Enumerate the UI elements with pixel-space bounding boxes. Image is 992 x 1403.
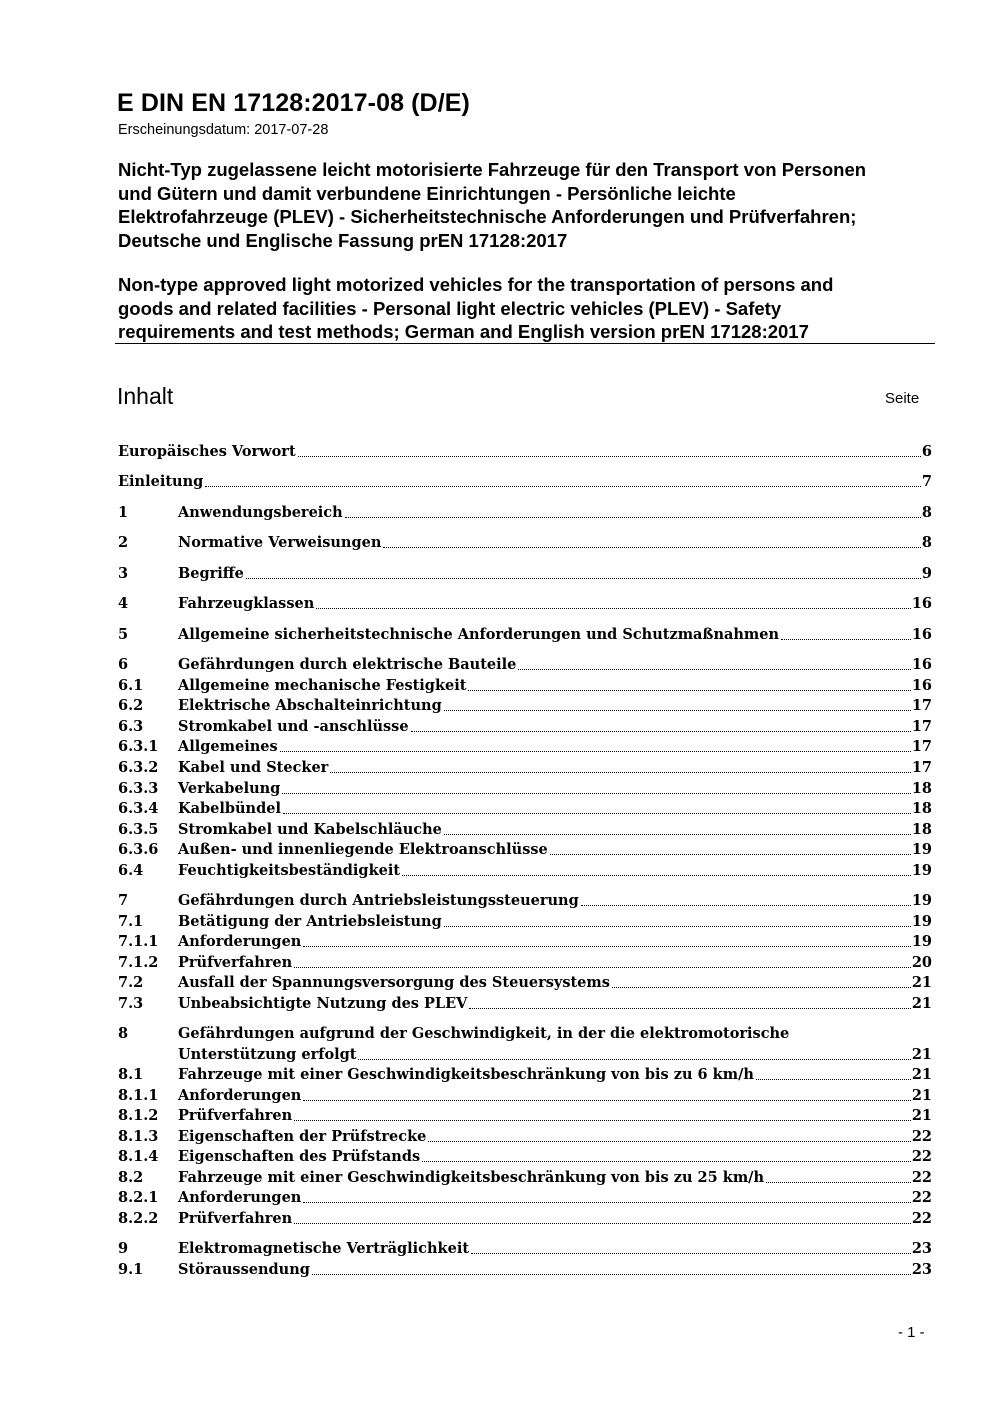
title-english-line: Non-type approved light motorized vehicles for the transportation of persons and <box>118 274 834 295</box>
toc-entry[interactable] <box>118 993 932 1014</box>
toc-entry-number: 8.2 <box>118 1169 144 1186</box>
toc-entry-title: Störaussendung <box>178 1261 310 1278</box>
toc-entry-number: 6.1 <box>118 677 144 694</box>
toc-entry-number: 7.1.2 <box>118 954 159 971</box>
toc-entry[interactable] <box>118 593 932 614</box>
toc-entry-title: Anforderungen <box>178 1189 302 1206</box>
toc-entry-title: Ausfall der Spannungsversorgung des Steuersystems <box>178 974 610 991</box>
toc-entry-number: 8.1 <box>118 1066 144 1083</box>
toc-entry[interactable] <box>118 471 932 492</box>
toc-dot-leader <box>205 486 921 487</box>
toc-entry-page: 20 <box>911 954 932 971</box>
toc-heading: Inhalt <box>117 383 174 409</box>
toc-dot-leader <box>469 1008 910 1009</box>
toc-entry[interactable] <box>118 757 932 778</box>
toc-entry-title: Fahrzeugklassen <box>178 595 315 612</box>
toc-dot-leader <box>444 710 911 711</box>
title-english <box>118 273 948 344</box>
toc-entry-number: 8.2.2 <box>118 1210 159 1227</box>
toc-entry-title: Gefährdungen durch Antriebsleistungssteuerung <box>178 892 579 909</box>
toc-entry-page: 19 <box>911 862 932 879</box>
toc-entry-page: 19 <box>911 892 932 909</box>
toc-entry-number: 8.1.4 <box>118 1148 159 1165</box>
toc-entry-title: Außen- und innenliegende Elektroanschlüsse <box>178 841 548 858</box>
toc-dot-leader <box>358 1059 910 1060</box>
toc-entry-page: 16 <box>911 595 932 612</box>
title-german-line: Deutsche und Englische Fassung prEN 17128:2017 <box>118 229 568 251</box>
toc-entry-page: 17 <box>911 697 932 714</box>
toc-entry-title: Elektrische Abschalteinrichtung <box>178 697 442 714</box>
toc-entry-title: Kabelbündel <box>178 800 281 817</box>
toc-dot-leader <box>303 946 910 947</box>
toc-dot-leader <box>444 926 911 927</box>
toc-entry-page: 23 <box>911 1261 932 1278</box>
toc-dot-leader <box>518 669 910 670</box>
toc-entry-page: 22 <box>911 1169 932 1186</box>
toc-entry[interactable] <box>118 1146 932 1167</box>
toc-page-column-label: Seite <box>885 390 920 407</box>
title-german-line: Elektrofahrzeuge (PLEV) - Sicherheitstechnische Anforderungen und Prüfverfahren; <box>118 206 857 227</box>
toc-dot-leader <box>246 578 921 579</box>
toc-entry-number: 6.3.3 <box>118 780 159 797</box>
toc-entry-title: Normative Verweisungen <box>178 534 382 551</box>
toc-entry-title: Europäisches Vorwort <box>118 443 296 460</box>
toc-entry[interactable] <box>118 798 932 819</box>
toc-entry-title: Einleitung <box>118 473 204 490</box>
toc-entry-page: 22 <box>911 1189 932 1206</box>
toc-dot-leader <box>422 1161 911 1162</box>
toc-entry-number: 8.1.3 <box>118 1128 159 1145</box>
toc-dot-leader <box>303 1100 910 1101</box>
toc-dot-leader <box>468 690 910 691</box>
toc-dot-leader <box>550 854 911 855</box>
toc-entry-page: 8 <box>921 504 932 521</box>
toc-entry[interactable] <box>118 1085 932 1106</box>
toc-entry-page: 21 <box>911 974 932 991</box>
toc-entry-number: 8 <box>118 1025 129 1042</box>
toc-entry[interactable] <box>118 695 932 716</box>
toc-entry-title: Prüfverfahren <box>178 1107 293 1124</box>
toc-entry-number: 8.1.1 <box>118 1087 159 1104</box>
toc-entry-page: 23 <box>911 1240 932 1257</box>
toc-entry-page: 6 <box>921 443 932 460</box>
toc-entry-page: 19 <box>911 913 932 930</box>
toc-dot-leader <box>444 834 911 835</box>
toc-entry-number: 9.1 <box>118 1261 144 1278</box>
toc-entry[interactable] <box>118 1126 932 1147</box>
toc-entry-title: Unbeabsichtigte Nutzung des PLEV <box>178 995 468 1012</box>
toc-entry-title: Begriffe <box>178 565 244 582</box>
toc-dot-leader <box>345 517 921 518</box>
toc-entry[interactable] <box>118 1167 932 1188</box>
toc-entry-number: 6.3.5 <box>118 821 159 838</box>
toc-dot-leader <box>766 1182 911 1183</box>
toc-entry[interactable] <box>118 890 932 911</box>
toc-entry-page: 9 <box>921 565 932 582</box>
toc-entry[interactable] <box>118 441 932 462</box>
toc-entry[interactable] <box>118 1105 932 1126</box>
toc-entry-number: 2 <box>118 534 129 551</box>
toc-entry-title: Prüfverfahren <box>178 1210 293 1227</box>
toc-entry-page: 19 <box>911 841 932 858</box>
toc-entry-number: 6.3.1 <box>118 738 159 755</box>
toc-entry-number: 7.1 <box>118 913 144 930</box>
toc-dot-leader <box>294 1223 911 1224</box>
toc-dot-leader <box>756 1079 911 1080</box>
toc-entry-number: 6.3.6 <box>118 841 159 858</box>
toc-entry[interactable] <box>178 1044 932 1065</box>
toc-entry-title: Eigenschaften der Prüfstrecke <box>178 1128 427 1145</box>
toc-entry-title: Kabel und Stecker <box>178 759 329 776</box>
toc-entry[interactable] <box>118 860 932 881</box>
toc-dot-leader <box>428 1141 910 1142</box>
toc-entry-title-line1[interactable]: Gefährdungen aufgrund der Geschwindigkeit, in der die elektromotorische <box>178 1025 790 1042</box>
publication-date: Erscheinungsdatum: 2017-07-28 <box>118 122 329 138</box>
toc-entry-page: 21 <box>911 1066 932 1083</box>
toc-entry-title: Elektromagnetische Verträglichkeit <box>178 1240 470 1257</box>
toc-dot-leader <box>294 967 911 968</box>
toc-entry[interactable] <box>118 675 932 696</box>
toc-entry-page: 21 <box>911 1087 932 1104</box>
toc-entry-title: Fahrzeuge mit einer Geschwindigkeitsbeschränkung von bis zu 6 km/h <box>178 1066 754 1083</box>
toc-entry-page: 16 <box>911 626 932 643</box>
toc-dot-leader <box>316 608 911 609</box>
toc-entry-number: 7.2 <box>118 974 144 991</box>
toc-entry-page: 19 <box>911 933 932 950</box>
toc-entry-title: Stromkabel und Kabelschläuche <box>178 821 442 838</box>
toc-entry-title: Allgemeine mechanische Festigkeit <box>178 677 467 694</box>
toc-entry[interactable] <box>118 532 932 553</box>
toc-entry-page: 18 <box>911 821 932 838</box>
toc-entry[interactable] <box>118 563 932 584</box>
toc-entry[interactable] <box>118 624 932 645</box>
toc-dot-leader <box>612 987 911 988</box>
toc-entry-number: 6.3.2 <box>118 759 159 776</box>
toc-entry-title: Fahrzeuge mit einer Geschwindigkeitsbeschränkung von bis zu 25 km/h <box>178 1169 764 1186</box>
toc-entry-page: 16 <box>911 656 932 673</box>
toc-entry-page: 17 <box>911 718 932 735</box>
toc-entry[interactable] <box>118 819 932 840</box>
toc-entry-number: 6.3.4 <box>118 800 159 817</box>
title-german-line: Nicht-Typ zugelassene leicht motorisierte Fahrzeuge für den Transport von Personen <box>118 159 867 180</box>
toc-entry[interactable] <box>118 654 932 675</box>
toc-entry-title: Anforderungen <box>178 1087 302 1104</box>
toc-entry-number: 4 <box>118 595 129 612</box>
toc-entry-page: 8 <box>921 534 932 551</box>
toc-dot-leader <box>280 751 911 752</box>
title-divider <box>115 343 935 344</box>
toc-dot-leader <box>330 772 910 773</box>
toc-dot-leader <box>781 639 911 640</box>
title-german <box>118 158 948 252</box>
toc-entry[interactable] <box>118 931 932 952</box>
toc-entry-page: 18 <box>911 780 932 797</box>
toc-entry-page: 16 <box>911 677 932 694</box>
toc-entry[interactable] <box>118 1187 932 1208</box>
toc-entry[interactable] <box>118 502 932 523</box>
toc-entry-number: 3 <box>118 565 129 582</box>
toc-dot-leader <box>312 1274 911 1275</box>
toc-entry-page: 17 <box>911 738 932 755</box>
toc-entry-title: Unterstützung erfolgt <box>178 1046 357 1063</box>
toc-entry[interactable] <box>118 716 932 737</box>
toc-entry-number: 6 <box>118 656 129 673</box>
toc-entry[interactable] <box>118 1238 932 1259</box>
toc-entry-number: 7.1.1 <box>118 933 159 950</box>
toc-dot-leader <box>581 905 911 906</box>
toc-dot-leader <box>383 547 921 548</box>
toc-entry-title: Anforderungen <box>178 933 302 950</box>
toc-entry-title: Betätigung der Antriebsleistung <box>178 913 442 930</box>
toc-entry-page: 22 <box>911 1148 932 1165</box>
toc-entry[interactable] <box>118 778 932 799</box>
toc-dot-leader <box>471 1253 911 1254</box>
toc-entry-number: 8.2.1 <box>118 1189 159 1206</box>
toc-entry-number: 7 <box>118 892 129 909</box>
toc-dot-leader <box>303 1202 910 1203</box>
toc-entry-page: 22 <box>911 1128 932 1145</box>
toc-entry-title: Prüfverfahren <box>178 954 293 971</box>
toc-entry[interactable] <box>118 972 932 993</box>
toc-entry-title: Gefährdungen durch elektrische Bauteile <box>178 656 517 673</box>
toc-entry[interactable] <box>118 1259 932 1280</box>
toc-entry[interactable] <box>118 952 932 973</box>
toc-entry-title: Stromkabel und -anschlüsse <box>178 718 409 735</box>
toc-entry-title: Allgemeine sicherheitstechnische Anforderungen und Schutzmaßnahmen <box>178 626 780 643</box>
toc-entry[interactable] <box>118 839 932 860</box>
toc-entry-page: 21 <box>911 995 932 1012</box>
toc-entry-number: 6.3 <box>118 718 144 735</box>
toc-dot-leader <box>282 793 910 794</box>
toc-entry-page: 17 <box>911 759 932 776</box>
toc-entry-page: 22 <box>911 1210 932 1227</box>
document-id: E DIN EN 17128:2017-08 (D/E) <box>117 89 470 117</box>
toc-entry-page: 7 <box>921 473 932 490</box>
toc-entry-title: Eigenschaften des Prüfstands <box>178 1148 421 1165</box>
toc-entry-number: 9 <box>118 1240 129 1257</box>
toc-entry-number: 8.1.2 <box>118 1107 159 1124</box>
toc-dot-leader <box>298 456 921 457</box>
toc-entry[interactable] <box>118 911 932 932</box>
toc-entry[interactable] <box>118 1064 932 1085</box>
title-english-line: requirements and test methods; German and English version prEN 17128:2017 <box>118 321 809 342</box>
title-english-line: goods and related facilities - Personal light electric vehicles (PLEV) - Safety <box>118 297 782 319</box>
title-german-line: und Gütern und damit verbundene Einrichtungen - Persönliche leichte <box>118 182 736 204</box>
toc-entry-number: 1 <box>118 504 129 521</box>
toc-dot-leader <box>411 731 911 732</box>
toc-entry[interactable] <box>118 1208 932 1229</box>
toc-entry-title: Anwendungsbereich <box>178 504 343 521</box>
toc-entry-page: 18 <box>911 800 932 817</box>
toc-dot-leader <box>402 875 911 876</box>
toc-dot-leader <box>294 1120 911 1121</box>
toc-entry-title: Allgemeines <box>178 738 278 755</box>
toc-entry-number: 5 <box>118 626 129 643</box>
toc-entry-number: 6.2 <box>118 697 144 714</box>
toc-entry[interactable] <box>118 736 932 757</box>
toc-entry-page: 21 <box>911 1107 932 1124</box>
toc-entry-number: 7.3 <box>118 995 144 1012</box>
toc-entry-title: Verkabelung <box>178 780 281 797</box>
toc-entry-title: Feuchtigkeitsbeständigkeit <box>178 862 401 879</box>
footer-page-number: - 1 - <box>898 1324 925 1341</box>
toc-dot-leader <box>283 813 911 814</box>
toc-entry-number: 6.4 <box>118 862 144 879</box>
toc-entry-page: 21 <box>911 1046 932 1063</box>
